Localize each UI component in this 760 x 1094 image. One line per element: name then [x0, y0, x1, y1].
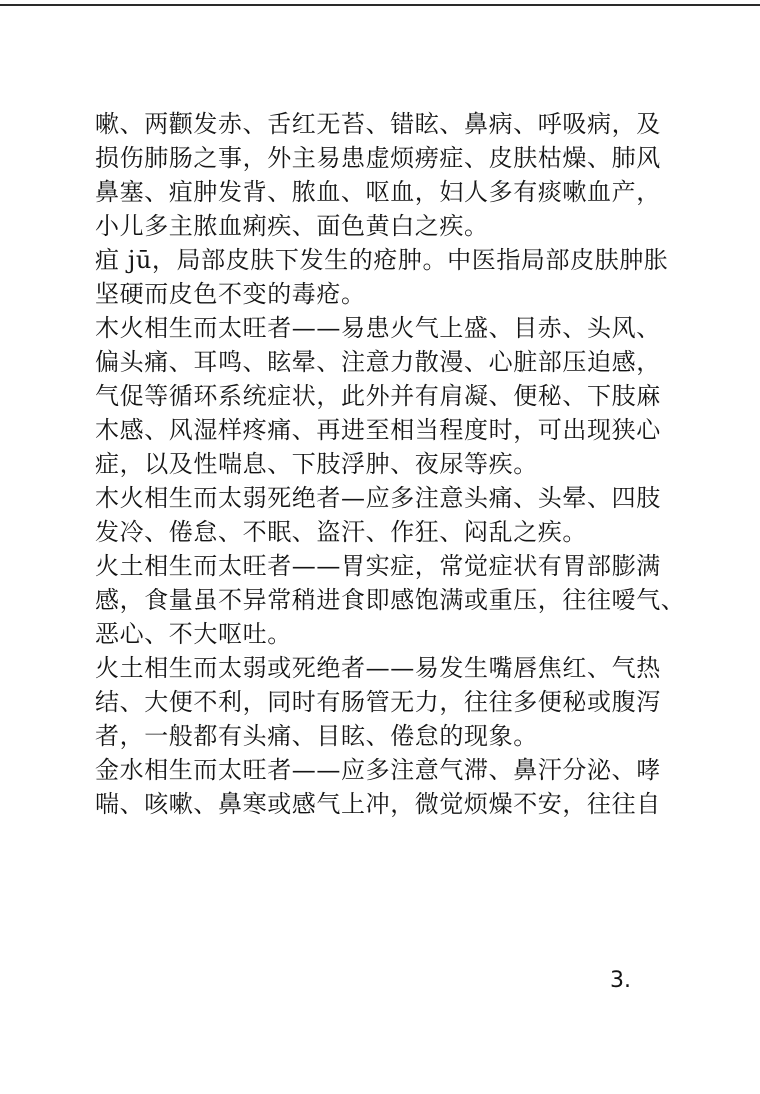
- text-line: 金水相生而太旺者——应多注意气滞、鼻汗分泌、哮: [95, 756, 661, 784]
- text-line: 火土相生而太弱或死绝者——易发生嘴唇焦红、气热: [95, 654, 661, 682]
- text-line: 鼻塞、疽肿发背、脓血、呕血，妇人多有痰嗽血产，: [95, 178, 661, 206]
- text-line: 气促等循环系统症状，此外并有肩凝、便秘、下肢麻: [95, 382, 661, 410]
- text-line: 症，以及性喘息、下肢浮肿、夜尿等疾。: [95, 450, 538, 478]
- text-line: 结、大便不利，同时有肠管无力，往往多便秘或腹泻: [95, 688, 661, 716]
- text-line: 感，食量虽不异常稍进食即感饱满或重压，往往嗳气、: [95, 586, 686, 614]
- page-number: 3.: [610, 968, 631, 993]
- text-line: 损伤肺肠之事，外主易患虚烦痨症、皮肤枯燥、肺风: [95, 144, 661, 172]
- text-line: 者，一般都有头痛、目眩、倦怠的现象。: [95, 722, 538, 750]
- top-border-rule: [0, 4, 760, 6]
- text-line: 发冷、倦怠、不眠、盗汗、作狂、闷乱之疾。: [95, 518, 587, 546]
- text-line: 木火相生而太弱死绝者—应多注意头痛、头晕、四肢: [95, 484, 661, 512]
- text-line: 疽 jū，局部皮肤下发生的疮肿。中医指局部皮肤肿胀: [95, 246, 669, 274]
- page-body: [95, 107, 686, 821]
- text-line: 偏头痛、耳鸣、眩晕、注意力散漫、心脏部压迫感，: [95, 348, 661, 376]
- text-line: 恶心、不大呕吐。: [95, 620, 292, 648]
- text-line: 喘、咳嗽、鼻寒或感气上冲，微觉烦燥不安，往往自: [95, 790, 661, 818]
- text-line: 木感、风湿样疼痛、再进至相当程度时，可出现狭心: [95, 416, 661, 444]
- text-line: 坚硬而皮色不变的毒疮。: [95, 280, 366, 308]
- text-line: 小儿多主脓血痢疾、面色黄白之疾。: [95, 212, 489, 240]
- text-line: 嗽、两颧发赤、舌红无苔、错眩、鼻病、呼吸病，及: [95, 110, 661, 138]
- text-line: 火土相生而太旺者——胃实症，常觉症状有胃部膨满: [95, 552, 661, 580]
- text-line: 木火相生而太旺者——易患火气上盛、目赤、头风、: [95, 314, 661, 342]
